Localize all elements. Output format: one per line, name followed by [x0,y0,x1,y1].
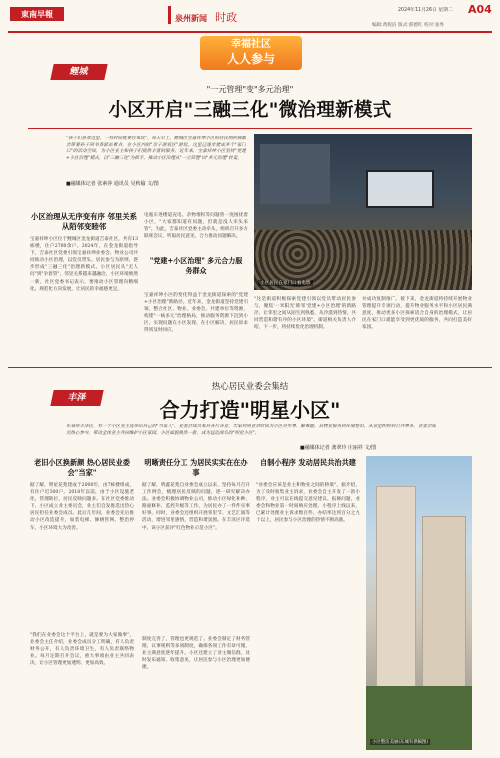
story2-headline: 合力打造"明星小区" [159,398,341,422]
photo-tower [376,486,416,706]
story1-subhead1: 小区治理从无序变有序 邻里关系从陌邻变睦邻 [30,212,138,231]
section-divider [8,367,492,368]
story1-col2: 电瓶车进楼道充电、杂物堆积等问题曾一度困扰着小区，"大家都知道有问题，但就是没人牵头来管"。为此，吉泰社区党委主动牵头，组织召开多方联席会议，听取居民意见，合力推动问题解决。 [144,213,248,240]
banner-line2: 人人参与 [226,52,275,66]
masthead-rule [8,31,492,33]
column-name: 时政 [215,11,238,24]
story1-headline: 小区开启"三融三化"微治理新模式 [108,100,392,121]
story2-col5: "业委会应该是业主和物业之间的桥梁"，据介绍，为了及时收集业主诉求，业委会自主开发了一款小程序，业主可以在线提交意见建议、报修问题，业委会和物业第一时间响应处理。小程序上线以来，已累计处理业主诉求数百件，办结率达到百分之九十以上，居民参与小区治理的热情不断高涨。 [256,483,360,524]
section-tab [168,6,246,24]
story2-subhead2: 明晰责任分工 为居民实实在在办事 [144,458,248,477]
photo-building [260,144,330,204]
story1-subhead2: "党建+小区治理" 多元合力服务群众 [149,256,243,275]
story2-kicker: 热心居民业委会集结 [211,382,289,392]
story1-photo [254,134,472,290]
story1-photo-caption: 小区居民在家门口看电影 [260,281,311,286]
photo-tower-2 [422,516,466,706]
page-number: A04 [468,3,492,16]
story2-subhead1: 老旧小区换新颜 热心居民业委会"当家" [34,458,130,477]
story2-col4: 制度完善了，管理也更规范了。业委会制定了财务管理、议事规则等多项制度，确保各项工作有章可循，业主满意度逐年提升。小区还建立了业主微信群，及时发布通知、收集意见，让居民参与小区治理更加便捷。 [142,637,250,671]
story1-kicker: "一元管理"变"多元治理" [206,85,294,94]
story1-col4: "这是街道积极探索党建引领以党员带动居民参与，聚焦'一米阳光'睦邻'党建+小区治理'的新路径，让邻里之间从陌生到熟悉，从冷漠到热情，共同营造和谐有序的小区环境"。街道相关负责人介绍，下一步，将持续优化治理机制。 [254,297,356,331]
story1-lead: "孩子们喜欢这里，一有时间就要往来玩"，每天早上，鲤城区宝嘉祥坤小区的居民胡阿姨都会带着孙子到书香驿站看书，在小区内的"亲子游戏区"游玩。这里已逐步建成多个"家门口"的活动空间，为小区业主和孩子们提供丰富的服务。近年来，宝嘉祥坤小区坚持"党建+小区治理"模式，以"三融三化"为抓手，推动小区治理从"一元管理"向"多元治理"转变。 [66,136,246,161]
feature-banner [200,36,302,70]
location-tag-fengze: 丰泽 [50,390,103,406]
story2-col1: 据了解，明星花苑建成于2000年，由7栋楼组成，有住户近300户。2018年以前，由于小区设施老化、管理缺位，居民反映问题多。在社区党委推动下，小区成立业主委员会，业主们自发推选出热心居民担任业委会成员。此后几年间，业委会先后推动小区改造提升，加装电梯、修缮管网、整治停车，小区环境大为改善。 [30,483,134,531]
headline-divider [28,128,472,129]
story2-byline: ■融媒体记者 龚翠玲 庄丽祥 文/图 [300,445,377,451]
story2-subhead3: 自制小程序 发动居民共治共建 [260,458,356,467]
editor-credits: 编辑:黄妮洁 版式:蔡德红 校对:张秀 [372,23,444,28]
story2-photo-caption: 小区整洁美丽(东城有供稿图) [372,740,429,745]
section-name: 泉州新闻 [175,14,207,23]
banner-line1: 幸福社区 [231,39,271,50]
masthead [0,0,500,36]
story1-col3: 宝嘉祥坤小区的变化得益于金龙街道探索的"党建+小区治理"新路径。近年来，金龙街道坚持党建引领，整合社区、物业、业委会、共建单位等资源，构建"一核多元"治理格局，推动服务资源下沉到小区，实现问题在小区发现、在小区解决，居民诉求得到及时回应。 [144,293,248,334]
story1-col5: 并成功复制推广。接下来，金龙街道将持续开展物业管理提升专项行动，提升物业服务水平和小区居民满意度，推动更多小区探索适合自身的治理模式，让居民在家门口就能享受到更优质的服务，共同打造美好家园。 [362,297,472,331]
story2-col3: 据了解，明鑫花苑自业委会成立以来，坚持每月召开工作例会，梳理居民反映的问题，逐一研究解决办法。业委会积极协调物业公司，推动小区绿化补种、路面修补、监控升级等工作，为居民办了一件件实事好事。同时，业委会还组织开展邻里节、文艺汇演等活动，增进邻里感情，营造和谐氛围。在丰泽区评选中，该小区获评"红色物业示范小区"。 [142,483,250,531]
location-tag-licheng: 鲤城 [50,64,107,80]
story1-col1: 宝嘉祥坤小区位于鲤城区金龙街道吉泰社区，共有13栋楼，住户2700余户。2024年，在金龙街道指导下，吉泰社区党委引领宝嘉祥坤业委会、物业公司共同推动小区治理，以党员带头、居民参与为原则，逐步形成"三融三化"治理新模式。小区居民从"无人问"到"争着管"，邻里关系越来越融洽，小区环境焕然一新。社区党委书记表示，要推动小区管理向精细化、规范化方向发展，让居民的幸福感更足。 [30,237,138,292]
story2-photo [366,456,472,750]
paper-logo [10,7,64,21]
story2-lead: 东泉州丰泽区，有一个小区业主选举出自己的"当家人"，业委会成员来自各行各业，大家利用业余时间为小区办实事、解难题。从物业服务到环境整治，从邻里纠纷到公共事务，业委会成员热心参与，带动全体业主共同维护小区家园，小区面貌焕然一新，成为远近闻名的"明星小区"。 [66,424,436,436]
issue-date: 2024年11月26日 星期二 [398,8,453,13]
paper-name: 東南早報 [21,9,53,19]
photo-screen [366,170,434,208]
story1-byline: ■融媒体记者 张素萍 通讯员 吴秋榆 文/图 [66,181,159,187]
story2-col2: "我们在业委会这个平台上，就是要为大家做事"，业委会主任介绍，业委会成员分工明确，有人负责财务公开，有人负责环境卫生，有人负责联络物业。每月定期召开会议，重大事项由业主共同表决，让小区管理更加透明、更加高效。 [30,633,134,667]
